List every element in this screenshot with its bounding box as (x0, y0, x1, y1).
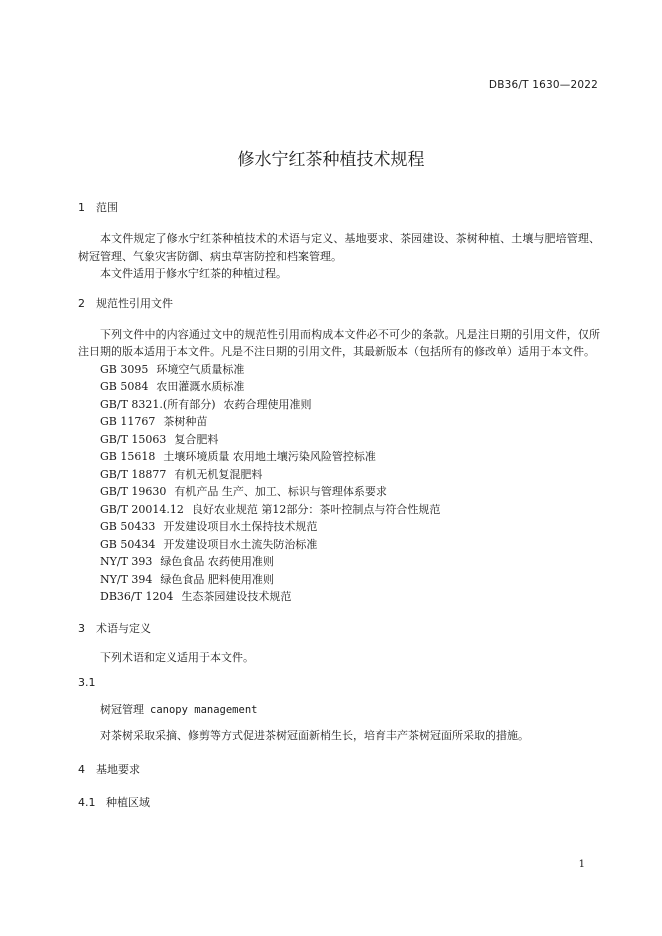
reference-title: 有机无机复混肥料 (174, 467, 263, 481)
reference-code: DB36/T 1204 (100, 590, 174, 603)
document-title: 修水宁红茶种植技术规程 (237, 150, 425, 170)
reference-title: 绿色食品 农药使用准则 (160, 555, 274, 568)
reference-title: 生态茶园建设技术规范 (181, 590, 292, 603)
reference-code: NY/T 393 (100, 555, 153, 568)
reference-code: GB 11767 (100, 415, 156, 428)
reference-title: 土壤环境质量 农用地土壤污染风险管控标准 (163, 450, 376, 463)
reference-title: 有机产品 生产、加工、标识与管理体系要求 (174, 485, 387, 498)
reference-item (78, 448, 600, 466)
section-title: 范围 (96, 201, 118, 214)
reference-item (78, 518, 600, 536)
reference-item (78, 501, 600, 519)
section-title: 术语与定义 (96, 621, 151, 635)
reference-item (78, 466, 600, 484)
standard-code: DB36/T 1630—2022 (488, 79, 598, 91)
reference-title: 良好农业规范 第12部分：茶叶控制点与符合性规范 (191, 502, 441, 516)
page-number: 1 (578, 859, 585, 870)
reference-item (78, 413, 600, 431)
section-number: 2 (78, 296, 85, 310)
term-entry (78, 701, 600, 719)
reference-title: 开发建设项目水土流失防治标准 (163, 537, 318, 551)
reference-code: GB/T 20014.12 (100, 502, 184, 516)
section-title: 基地要求 (96, 762, 140, 776)
reference-code: GB 15618 (100, 450, 156, 463)
reference-title: 茶树种苗 (163, 415, 208, 428)
reference-code: GB/T 8321.(所有部分) (100, 397, 216, 411)
reference-code: GB/T 18877 (100, 467, 167, 481)
reference-code: GB 3095 (100, 362, 149, 376)
reference-code: NY/T 394 (100, 572, 153, 586)
section-number: 1 (78, 201, 85, 214)
clause-number: 3.1 (78, 676, 96, 689)
section-1-heading (78, 199, 600, 216)
reference-item (78, 588, 600, 606)
scope-paragraph: 本文件规定了修水宁红茶种植技术的术语与定义、基地要求、茶园建设、茶树种植、土壤与肥培管理、树冠管理、气象灾害防御、病虫草害防控和档案管理。 (78, 232, 600, 263)
reference-item (78, 536, 600, 554)
reference-code: GB/T 15063 (100, 432, 167, 446)
subsection-number: 4.1 (78, 795, 96, 809)
reference-item (78, 396, 600, 414)
reference-title: 绿色食品 肥料使用准则 (160, 572, 274, 586)
document-body (78, 199, 600, 811)
reference-title: 开发建设项目水土保持技术规范 (163, 520, 318, 533)
reference-title: 环境空气质量标准 (156, 362, 245, 376)
reference-list (78, 361, 600, 606)
normative-references-intro: 下列文件中的内容通过文中的规范性引用而构成本文件必不可少的条款。凡是注日期的引用文件，仅所注日期的版本适用于本文件。凡是不注日期的引用文件，其最新版本（包括所有的修改单）适用于本文件。 (78, 327, 600, 358)
reference-code: GB 50433 (100, 520, 156, 533)
scope-applicability: 本文件适用于修水宁红茶的种植过程。 (100, 267, 287, 280)
reference-item (78, 361, 600, 379)
terms-intro: 下列术语和定义适用于本文件。 (100, 650, 254, 664)
section-2-heading (78, 295, 600, 312)
reference-item (78, 378, 600, 396)
reference-item (78, 553, 600, 571)
section-number: 3 (78, 621, 85, 635)
reference-item (78, 431, 600, 449)
term-definition: 对茶树采取采摘、修剪等方式促进茶树冠面新梢生长，培育丰产茶树冠面所采取的措施。 (100, 729, 529, 742)
section-number: 4 (78, 762, 85, 776)
section-3-heading (78, 620, 600, 637)
section-title: 规范性引用文件 (96, 296, 173, 310)
subsection-4-1-heading (78, 794, 600, 811)
reference-item (78, 483, 600, 501)
reference-code: GB 50434 (100, 537, 156, 551)
reference-item (78, 571, 600, 589)
subsection-title: 种植区域 (106, 795, 150, 809)
term-chinese: 树冠管理 (100, 703, 144, 716)
reference-code: GB 5084 (100, 380, 149, 393)
reference-code: GB/T 19630 (100, 485, 167, 498)
section-4-heading (78, 761, 600, 778)
term-english: canopy management (150, 704, 258, 716)
reference-title: 农药合理使用准则 (223, 397, 312, 411)
reference-title: 复合肥料 (174, 432, 219, 446)
reference-title: 农田灌溉水质标准 (156, 380, 245, 393)
